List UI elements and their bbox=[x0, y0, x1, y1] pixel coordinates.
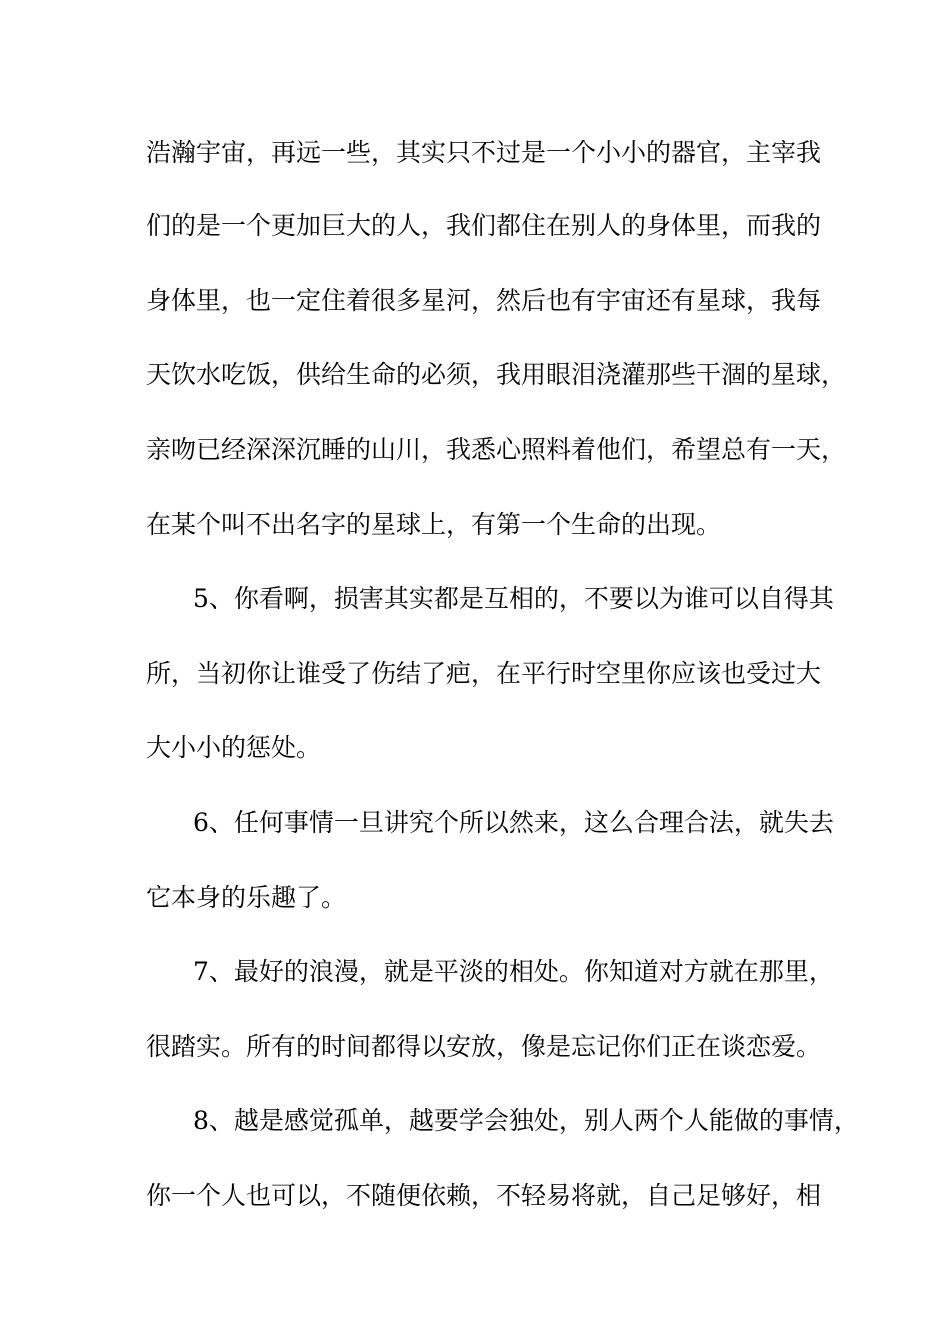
text-line: 亲吻已经深深沉睡的山川，我悉心照料着他们，希望总有一天， bbox=[146, 435, 847, 464]
text-line: 天饮水吃饭，供给生命的必须，我用眼泪浇灌那些干涸的星球， bbox=[146, 360, 847, 389]
text-line: 它本身的乐趣了。 bbox=[146, 883, 347, 912]
text-line: 所，当初你让谁受了伤结了疤，在平行时空里你应该也受过大 bbox=[146, 659, 822, 688]
text-line: 身体里，也一定住着很多星河，然后也有宇宙还有星球，我每 bbox=[146, 286, 822, 315]
text-line: 很踏实。所有的时间都得以安放，像是忘记你们正在谈恋爱。 bbox=[146, 1032, 822, 1061]
text-line: 大小小的惩处。 bbox=[146, 733, 322, 762]
text-line: 6、任何事情一旦讲究个所以然来，这么合理合法，就失去 bbox=[193, 808, 834, 837]
text-line: 你一个人也可以，不随便依赖，不轻易将就，自己足够好，相 bbox=[146, 1181, 822, 1210]
text-line: 们的是一个更加巨大的人，我们都住在别人的身体里，而我的 bbox=[146, 211, 822, 240]
text-line: 7、最好的浪漫，就是平淡的相处。你知道对方就在那里， bbox=[193, 957, 834, 986]
text-line: 8、越是感觉孤单，越要学会独处，别人两个人能做的事情， bbox=[193, 1106, 859, 1135]
text-line: 在某个叫不出名字的星球上，有第一个生命的出现。 bbox=[146, 510, 722, 539]
text-line: 5、你看啊，损害其实都是互相的，不要以为谁可以自得其 bbox=[193, 584, 834, 613]
text-line: 浩瀚宇宙，再远一些，其实只不过是一个小小的器官，主宰我 bbox=[146, 138, 822, 167]
